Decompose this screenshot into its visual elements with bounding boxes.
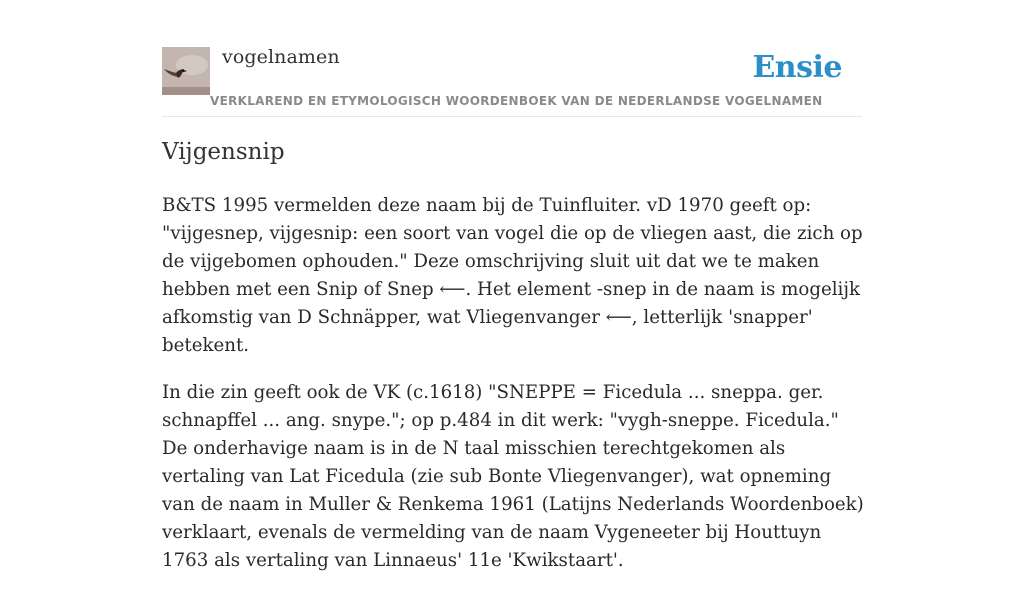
- site-name-link[interactable]: vogelnamen: [222, 46, 340, 68]
- bird-photo-avatar-icon: [162, 47, 210, 95]
- site-subtitle: VERKLAREND EN ETYMOLOGISCH WOORDENBOEK VAN DE NEDERLANDSE VOGELNAMEN: [210, 94, 823, 108]
- site-avatar[interactable]: [162, 47, 210, 95]
- entry-paragraph: In die zin geeft ook de VK (c.1618) "SNEPPE = Ficedula ... sneppa. ger. schnapffel ... ang. snype."; op p.484 in dit werk: "vygh-sneppe. Ficedula." De onderhavige naam is in de N taal misschien terechtgekomen als vertaling van Lat Ficedula (zie sub Bonte Vliegenvanger), wat opneming van de naam in Muller & Renkema 1961 (Latijns Nederlands Woordenboek) verklaart, evenals de vermelding van de naam Vygeneeter bij Houttuyn 1763 als vertaling van Linnaeus' 11e 'Kwikstaart'.: [162, 382, 864, 571]
- ensie-logo-link[interactable]: Ensie: [752, 50, 842, 85]
- site-header: [162, 40, 862, 117]
- entry-title: Vijgensnip: [162, 139, 285, 165]
- entry-paragraph: B&TS 1995 vermelden deze naam bij de Tuinfluiter. vD 1970 geeft op: "vijgesnep, vijgesnip: een soort van vogel die op de vliegen aast, die zich op de vijgebomen ophouden." Deze omschrijving sluit uit dat we te maken hebben met een Snip of Snep ⟵. Het element -snep in de naam is mogelijk afkomstig van D Schnäpper, wat Vliegenvanger ⟵, letterlijk 'snapper' betekent.: [162, 195, 863, 356]
- entry-content: [162, 192, 864, 594]
